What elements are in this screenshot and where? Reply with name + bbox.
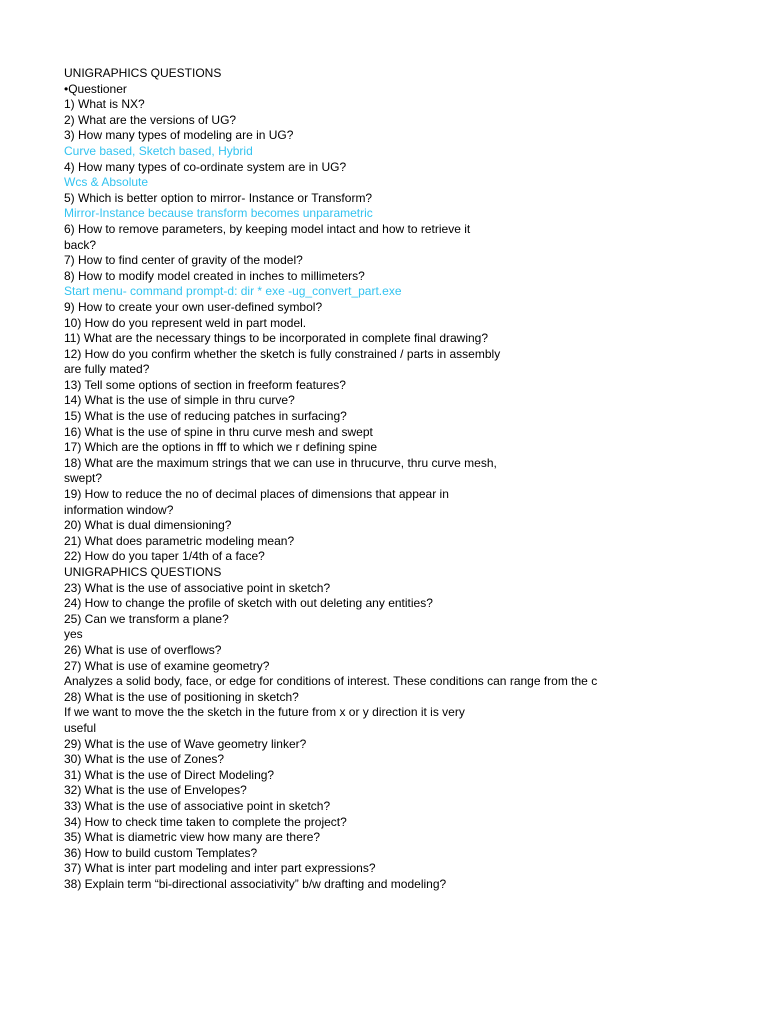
question-line: back? (64, 237, 97, 252)
question-line: 17) Which are the options in fff to which we r defining spine (64, 440, 378, 455)
question-line: 29) What is the use of Wave geometry linker? (64, 736, 307, 751)
question-line: 32) What is the use of Envelopes? (64, 783, 247, 798)
answer-line: useful (64, 720, 97, 735)
answer-line: yes (64, 627, 83, 642)
section-heading: UNIGRAPHICS QUESTIONS (64, 565, 222, 579)
question-line: 34) How to check time taken to complete the project? (64, 814, 347, 829)
question-line: 5) Which is better option to mirror- Instance or Transform? (64, 190, 373, 205)
question-line: 37) What is inter part modeling and inter part expressions? (64, 861, 376, 876)
question-line: 30) What is the use of Zones? (64, 752, 225, 767)
document-page (64, 66, 624, 892)
question-line: 24) How to change the profile of sketch with out deleting any entities? (64, 596, 433, 611)
question-line: 8) How to modify model created in inches to millimeters? (64, 268, 365, 283)
question-line: 31) What is the use of Direct Modeling? (64, 767, 275, 782)
question-line: 36) How to build custom Templates? (64, 845, 258, 860)
answer-line: Analyzes a solid body, face, or edge for conditions of interest. These conditions can range from the c (64, 674, 598, 689)
question-line: 2) What are the versions of UG? (64, 112, 237, 127)
question-line: 13) Tell some options of section in freeform features? (64, 377, 346, 392)
question-line: 15) What is the use of reducing patches in surfacing? (64, 409, 347, 424)
question-line: 9) How to create your own user-defined symbol? (64, 299, 323, 314)
question-line: 10) How do you represent weld in part model. (64, 315, 307, 330)
question-line: 33) What is the use of associative point in sketch? (64, 798, 331, 813)
doc-title: UNIGRAPHICS QUESTIONS (64, 66, 222, 80)
answer-line: Mirror-Instance because transform becomes unparametric (64, 206, 373, 221)
question-line: 25) Can we transform a plane? (64, 611, 229, 626)
question-line: information window? (64, 502, 174, 517)
question-line: 23) What is the use of associative point in sketch? (64, 580, 331, 595)
question-line: 18) What are the maximum strings that we can use in thrucurve, thru curve mesh, (64, 455, 497, 470)
answer-line: Wcs & Absolute (64, 175, 149, 190)
question-line: 14) What is the use of simple in thru curve? (64, 393, 295, 408)
question-line: swept? (64, 471, 103, 486)
question-line: 3) How many types of modeling are in UG? (64, 128, 294, 143)
question-line: 21) What does parametric modeling mean? (64, 533, 295, 548)
answer-line: Start menu- command prompt-d: dir * exe -ug_convert_part.exe (64, 284, 402, 299)
question-line: 28) What is the use of positioning in sketch? (64, 689, 299, 704)
question-line: 26) What is use of overflows? (64, 642, 222, 657)
question-line: 27) What is use of examine geometry? (64, 658, 270, 673)
doc-line: •Questioner (64, 81, 127, 96)
question-line: 1) What is NX? (64, 97, 145, 112)
question-line: 19) How to reduce the no of decimal places of dimensions that appear in (64, 487, 449, 502)
question-line: 6) How to remove parameters, by keeping model intact and how to retrieve it (64, 221, 471, 236)
question-line: 22) How do you taper 1/4th of a face? (64, 549, 265, 564)
answer-line: Curve based, Sketch based, Hybrid (64, 143, 253, 158)
question-line: 12) How do you confirm whether the sketch is fully constrained / parts in assembly (64, 346, 501, 361)
answer-line: If we want to move the the sketch in the future from x or y direction it is very (64, 705, 465, 720)
question-line: 35) What is diametric view how many are there? (64, 830, 321, 845)
question-line: 11) What are the necessary things to be incorporated in complete final drawing? (64, 331, 489, 346)
question-line: 20) What is dual dimensioning? (64, 518, 232, 533)
question-line: 16) What is the use of spine in thru curve mesh and swept (64, 424, 373, 439)
question-line: 4) How many types of co-ordinate system are in UG? (64, 159, 347, 174)
question-line: are fully mated? (64, 362, 150, 377)
question-line: 38) Explain term “bi-directional associativity” b/w drafting and modeling? (64, 876, 447, 891)
question-line: 7) How to find center of gravity of the model? (64, 253, 303, 268)
